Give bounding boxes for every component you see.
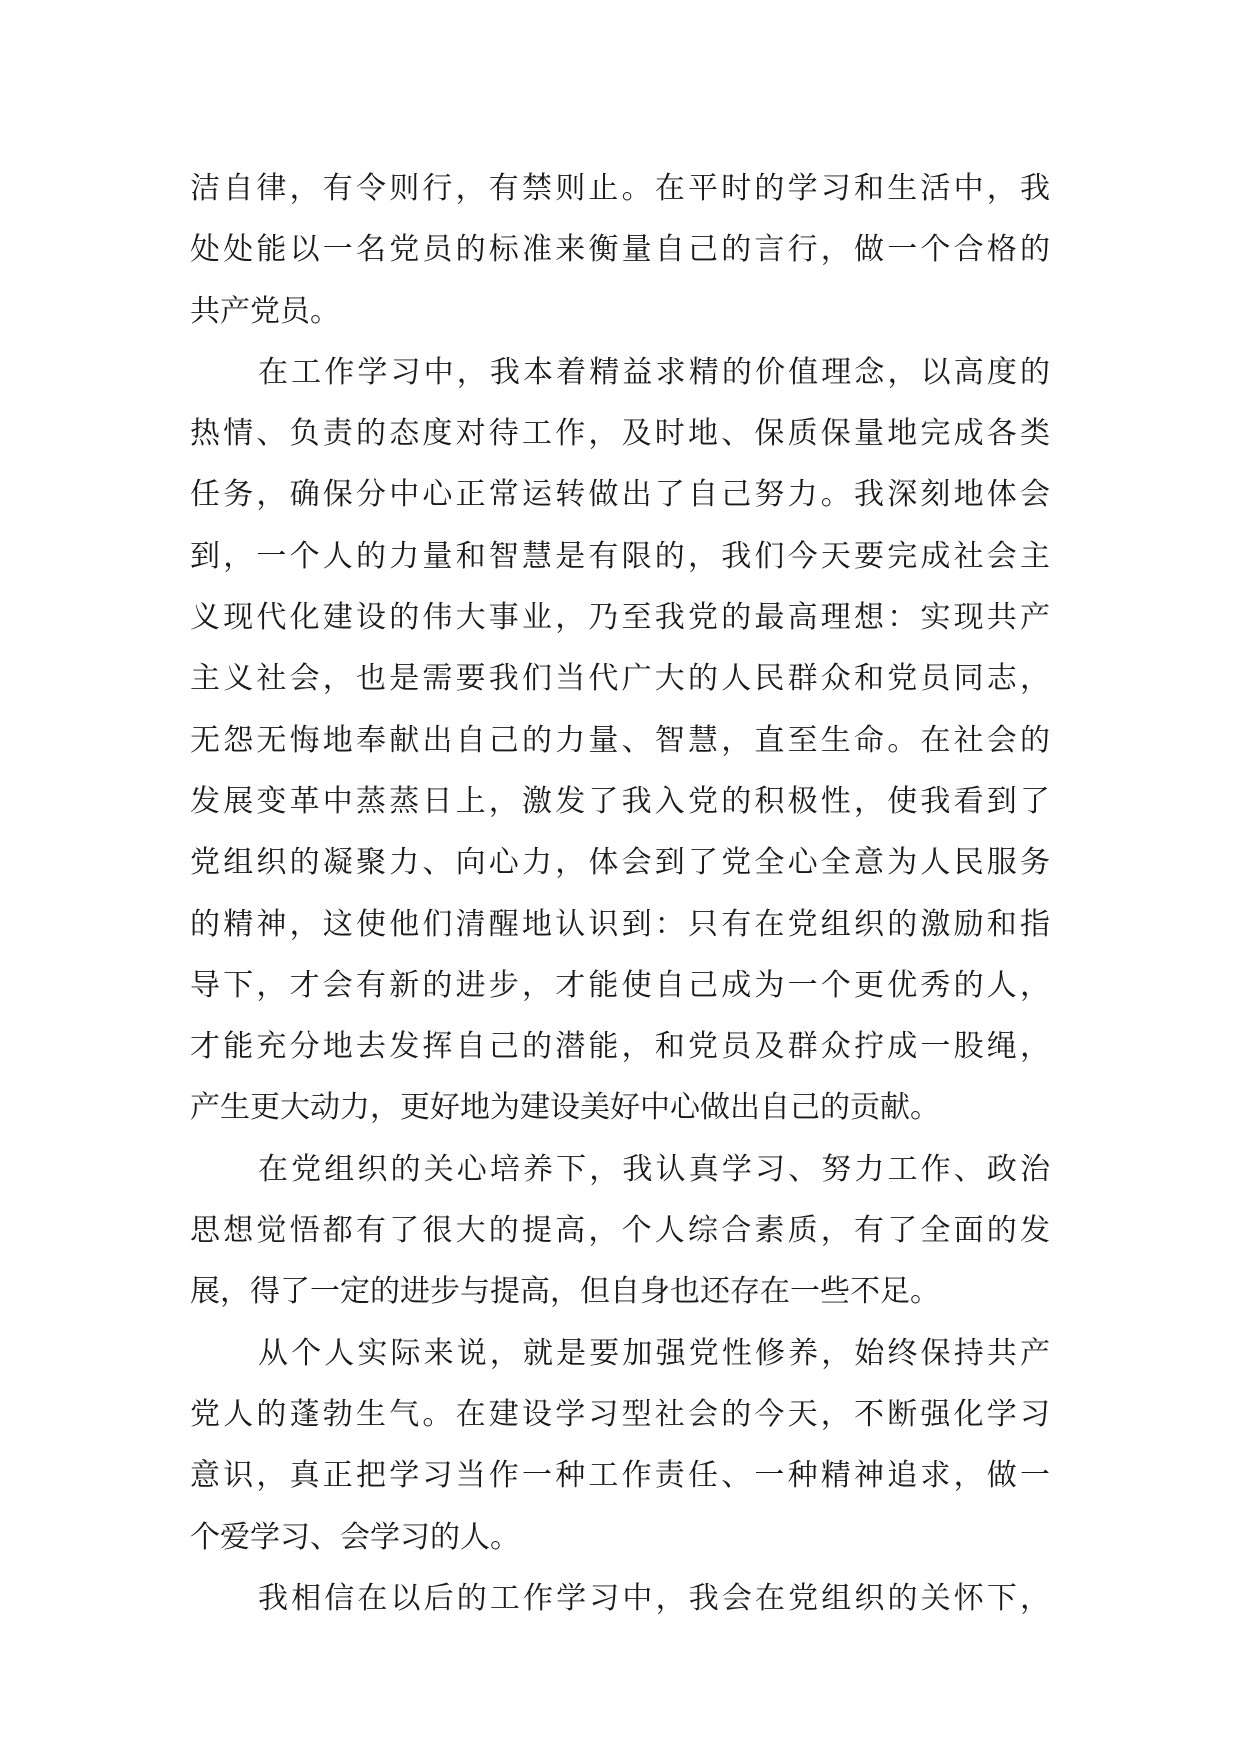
paragraph-first-line: 在党组织的关心培养下，我认真学习、努力工作、政治 — [258, 1151, 1050, 1187]
text-line: 热情、负责的态度对待工作，及时地、保质保量地完成各类 — [190, 416, 1050, 452]
text-line: 才能充分地去发挥自己的潜能，和党员及群众拧成一股绳， — [190, 1029, 1050, 1065]
text-line: 党人的蓬勃生气。在建设学习型社会的今天，不断强化学习 — [190, 1396, 1050, 1432]
text-line: 党组织的凝聚力、向心力，体会到了党全心全意为人民服务 — [190, 845, 1050, 881]
text-line: 展，得了一定的进步与提高，但自身也还存在一些不足。 — [190, 1274, 940, 1310]
text-line: 个爱学习、会学习的人。 — [190, 1519, 520, 1555]
text-line: 义现代化建设的伟大事业，乃至我党的最高理想：实现共产 — [190, 600, 1050, 636]
text-line: 处处能以一名党员的标准来衡量自己的言行，做一个合格的 — [190, 232, 1050, 268]
text-line: 产生更大动力，更好地为建设美好中心做出自己的贡献。 — [190, 1090, 940, 1126]
text-line: 的精神，这使他们清醒地认识到：只有在党组织的激励和指 — [190, 906, 1050, 942]
paragraph-first-line: 我相信在以后的工作学习中，我会在党组织的关怀下， — [258, 1580, 1050, 1616]
text-line: 共产党员。 — [190, 293, 340, 329]
text-line: 主义社会，也是需要我们当代广大的人民群众和党员同志， — [190, 661, 1050, 697]
text-line: 洁自律，有令则行，有禁则止。在平时的学习和生活中，我 — [190, 171, 1050, 206]
text-line: 发展变革中蒸蒸日上，激发了我入党的积极性，使我看到了 — [190, 783, 1050, 819]
text-line: 意识，真正把学习当作一种工作责任、一种精神追求，做一 — [190, 1458, 1050, 1494]
text-line: 任务，确保分中心正常运转做出了自己努力。我深刻地体会 — [190, 477, 1050, 513]
text-line: 无怨无悔地奉献出自己的力量、智慧，直至生命。在社会的 — [190, 722, 1050, 758]
text-line: 到，一个人的力量和智慧是有限的，我们今天要完成社会主 — [190, 538, 1050, 574]
text-line: 导下，才会有新的进步，才能使自己成为一个更优秀的人， — [190, 967, 1050, 1003]
text-line: 思想觉悟都有了很大的提高，个人综合素质，有了全面的发 — [190, 1213, 1050, 1249]
paragraph-first-line: 在工作学习中，我本着精益求精的价值理念，以高度的 — [258, 354, 1050, 390]
paragraph-first-line: 从个人实际来说，就是要加强党性修养，始终保持共产 — [258, 1335, 1050, 1371]
document-body — [190, 158, 1050, 1629]
